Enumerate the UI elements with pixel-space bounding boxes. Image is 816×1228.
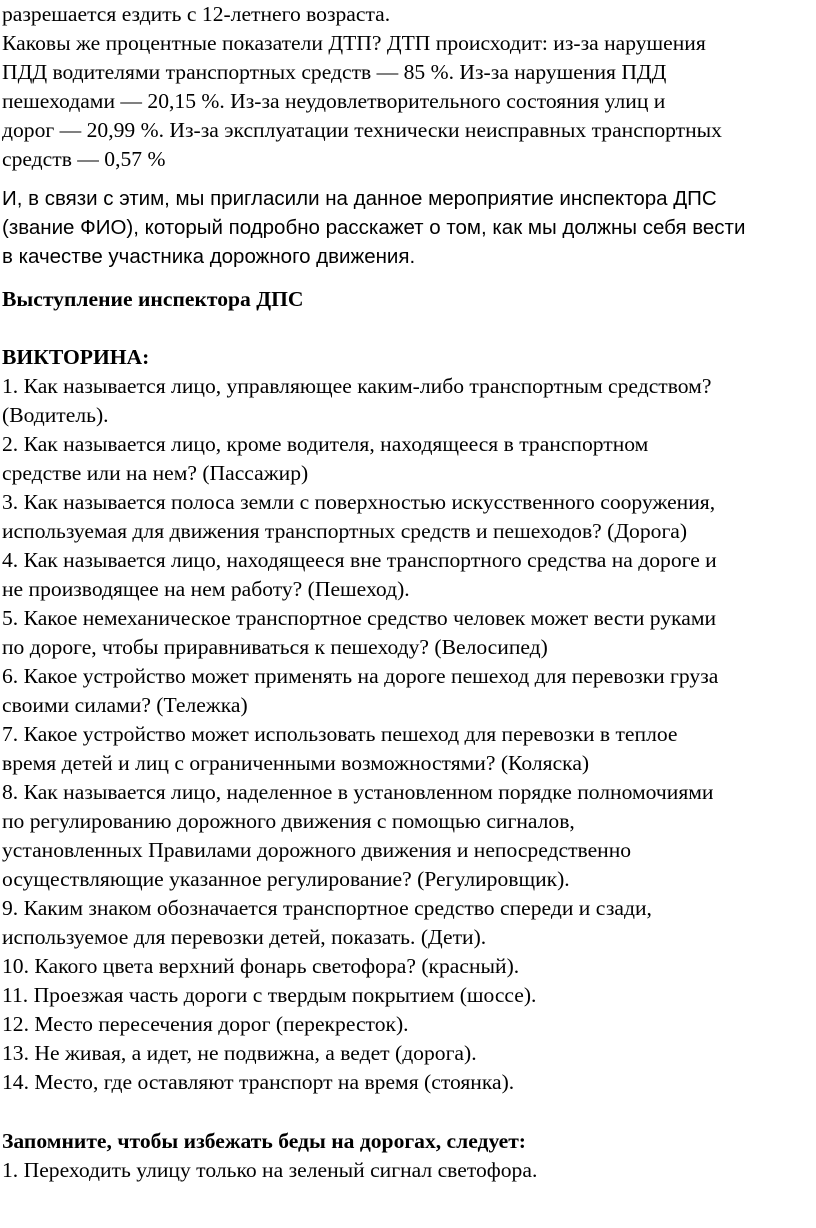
- quiz-line: по регулированию дорожного движения с помощью сигналов,: [2, 809, 575, 833]
- quiz-line: 14. Место, где оставляют транспорт на время (стоянка).: [2, 1070, 515, 1094]
- text-line: Каковы же процентные показатели ДТП? ДТП происходит: из-за нарушения: [2, 31, 706, 55]
- quiz-line: средстве или на нем? (Пассажир): [2, 461, 309, 485]
- quiz-line: по дороге, чтобы приравниваться к пешеходу? (Велосипед): [2, 635, 548, 659]
- quiz-line: осуществляющие указанное регулирование? (Регулировщик).: [2, 867, 570, 891]
- text-line: разрешается ездить с 12-летнего возраста.: [2, 2, 391, 26]
- text-line: И, в связи с этим, мы пригласили на данное мероприятие инспектора ДПС: [2, 187, 717, 210]
- quiz-line: 9. Каким знаком обозначается транспортное средство спереди и сзади,: [2, 896, 652, 920]
- quiz-list: [2, 372, 814, 1097]
- intro-paragraph: [2, 0, 814, 174]
- quiz-line: используемое для перевозки детей, показать. (Дети).: [2, 925, 487, 949]
- speech-heading: Выступление инспектора ДПС: [2, 287, 304, 311]
- quiz-line: 5. Какое немеханическое транспортное средство человек может вести руками: [2, 606, 717, 630]
- quiz-line: не производящее на нем работу? (Пешеход).: [2, 577, 410, 601]
- text-line: (звание ФИО), который подробно расскажет о том, как мы должны себя вести: [2, 216, 746, 239]
- remember-list: [2, 1156, 814, 1185]
- text-line: дорог — 20,99 %. Из-за эксплуатации технически неисправных транспортных: [2, 118, 722, 142]
- quiz-line: 7. Какое устройство может использовать пешеход для перевозки в теплое: [2, 722, 678, 746]
- quiz-line: 2. Как называется лицо, кроме водителя, находящееся в транспортном: [2, 432, 649, 456]
- quiz-line: 10. Какого цвета верхний фонарь светофора? (красный).: [2, 954, 520, 978]
- quiz-line: (Водитель).: [2, 403, 109, 427]
- quiz-line: 12. Место пересечения дорог (перекресток).: [2, 1012, 409, 1036]
- quiz-line: 3. Как называется полоса земли с поверхностью искусственного сооружения,: [2, 490, 716, 514]
- quiz-heading: ВИКТОРИНА:: [2, 345, 150, 369]
- text-line: пешеходами — 20,15 %. Из-за неудовлетворительного состояния улиц и: [2, 89, 666, 113]
- quiz-line: 11. Проезжая часть дороги с твердым покрытием (шоссе).: [2, 983, 537, 1007]
- quiz-line: 8. Как называется лицо, наделенное в установленном порядке полномочиями: [2, 780, 714, 804]
- quiz-line: 4. Как называется лицо, находящееся вне транспортного средства на дороге и: [2, 548, 717, 572]
- document-page: [2, 0, 814, 1185]
- quiz-line: используемая для движения транспортных средств и пешеходов? (Дорога): [2, 519, 688, 543]
- quiz-line: 1. Как называется лицо, управляющее каким-либо транспортным средством?: [2, 374, 712, 398]
- quiz-line: своими силами? (Тележка): [2, 693, 248, 717]
- text-line: в качестве участника дорожного движения.: [2, 245, 416, 268]
- text-line: ПДД водителями транспортных средств — 85 %. Из-за нарушения ПДД: [2, 60, 667, 84]
- quiz-line: время детей и лиц с ограниченными возможностями? (Коляска): [2, 751, 590, 775]
- invitation-paragraph: [2, 184, 814, 271]
- quiz-line: установленных Правилами дорожного движения и непосредственно: [2, 838, 632, 862]
- text-line: средств — 0,57 %: [2, 147, 166, 171]
- remember-heading: Запомните, чтобы избежать беды на дорогах, следует:: [2, 1129, 526, 1153]
- quiz-line: 13. Не живая, а идет, не подвижна, а ведет (дорога).: [2, 1041, 477, 1065]
- remember-line: 1. Переходить улицу только на зеленый сигнал светофора.: [2, 1158, 538, 1182]
- quiz-line: 6. Какое устройство может применять на дороге пешеход для перевозки груза: [2, 664, 719, 688]
